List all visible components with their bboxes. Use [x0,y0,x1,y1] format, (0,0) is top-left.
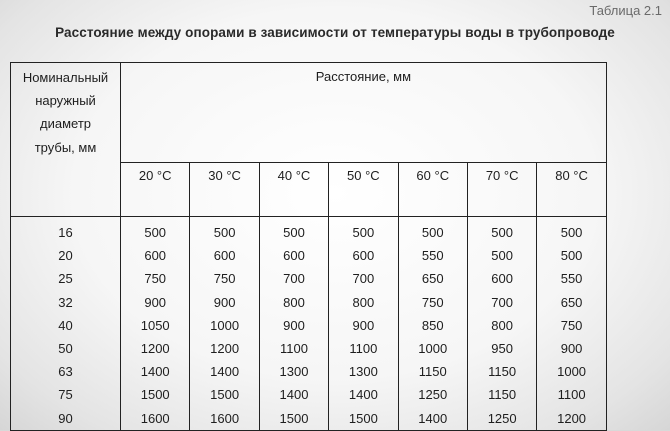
table-cell-value: 20 [58,248,73,264]
table-cell-value: 550 [421,248,444,264]
table-cell-value: 63 [58,364,73,380]
table-cell-value: 500 [283,225,305,240]
table-cell-value: 50 [58,340,73,356]
diameter-header-line: Номинальный [22,70,109,85]
table-cell-value: 32 [58,294,73,310]
table-cell-value: 500 [560,225,583,240]
table-cell-value: 1100 [279,340,308,356]
distance-column-20c [121,217,190,431]
table-cell-value: 500 [352,225,375,240]
table-cell-value: 750 [213,271,236,287]
table-cell-value: 1150 [488,387,517,403]
table-cell-value: 600 [283,248,305,264]
table-title: Расстояние между опорами в зависимости от температуры воды в трубопроводе [55,25,615,40]
table-cell-value: 25 [58,271,73,287]
table-cell-value: 500 [213,225,236,240]
temperature-header: 70 °С [467,163,536,217]
distance-column-40c [259,217,328,431]
table-cell-value: 1150 [418,364,447,380]
table-body-row [11,217,607,431]
table-cell-value: 1400 [140,364,170,380]
table-cell-value: 1200 [210,340,240,356]
table-cell-value: 550 [560,271,583,287]
table-cell-value: 16 [58,225,73,240]
table-number: Таблица 2.1 [589,3,662,18]
table-cell-value: 1200 [140,340,170,356]
table-cell-value: 500 [491,248,513,264]
table-cell-value: 750 [144,271,167,287]
temperature-header: 50 °С [329,163,398,217]
support-distance-table [10,62,607,431]
table-cell-value: 1400 [418,410,448,426]
table-cell-value: 700 [283,271,305,287]
table-cell-value: 1200 [557,410,587,426]
table-cell-value: 900 [144,294,167,310]
distance-column-70c [467,217,536,431]
table-cell-value: 1250 [418,387,448,403]
table-cell-value: 600 [144,248,167,264]
table-cell-value: 1300 [348,364,378,380]
table-cell-value: 500 [421,225,444,240]
table-cell-value: 75 [58,387,73,403]
table-cell-value: 650 [560,294,583,310]
table-cell-value: 1500 [348,410,378,426]
table-cell-value: 1500 [210,387,240,403]
temperature-header: 40 °С [259,163,328,217]
table-cell-value: 40 [58,317,73,333]
table-cell-value: 90 [58,410,73,426]
header-row-top [11,63,607,163]
table-cell-value: 1600 [140,410,170,426]
table-cell-value: 1600 [210,410,240,426]
table-cell-value: 900 [283,317,305,333]
table-cell-value: 750 [421,294,444,310]
table-cell-value: 850 [421,317,444,333]
table-cell-value: 1100 [557,387,586,403]
temperature-header: 30 °С [190,163,259,217]
diameter-column [11,217,121,431]
table-cell-value: 900 [352,317,375,333]
table-cell-value: 700 [352,271,375,287]
table-cell-value: 900 [213,294,236,310]
table-cell-value: 1050 [140,317,170,333]
temperature-header: 20 °С [121,163,190,217]
table-cell-value: 700 [491,294,513,310]
table-cell-value: 800 [491,317,513,333]
table-cell-value: 950 [491,340,513,356]
distance-column-50c [329,217,398,431]
table-cell-value: 800 [283,294,305,310]
table-cell-value: 600 [352,248,375,264]
table-cell-value: 1400 [348,387,378,403]
table-cell-value: 1500 [279,410,309,426]
table-cell-value: 750 [560,317,583,333]
table-cell-value: 800 [352,294,375,310]
temperature-header: 80 °С [537,163,606,217]
table-cell-value: 1400 [210,364,240,380]
table-cell-value: 1500 [140,387,170,403]
distance-column-30c [190,217,259,431]
table-cell-value: 500 [144,225,167,240]
table-cell-value: 1000 [210,317,240,333]
diameter-header-line: диаметр [40,116,91,132]
distance-column-80c [537,217,606,431]
table-cell-value: 1150 [488,364,517,380]
table-cell-value: 500 [491,225,513,240]
diameter-header-line: наружный [35,93,96,109]
table-cell-value: 1250 [487,410,517,426]
table-cell-value: 1000 [418,340,448,356]
table-cell-value: 600 [213,248,236,264]
table-cell-value: 1000 [557,364,587,380]
table-cell-value: 1100 [349,340,378,356]
distance-column-60c [398,217,467,431]
temperature-header: 60 °С [398,163,467,217]
table-cell-value: 1400 [279,387,309,403]
table-cell-value: 900 [560,340,583,356]
table-cell-value: 1300 [279,364,309,380]
distance-header: Расстояние, мм [121,63,607,163]
table-cell-value: 500 [560,248,583,264]
diameter-header-line: трубы, мм [34,139,97,155]
table-cell-value: 600 [491,271,513,287]
table-cell-value: 650 [421,271,444,287]
diameter-header [11,63,121,217]
